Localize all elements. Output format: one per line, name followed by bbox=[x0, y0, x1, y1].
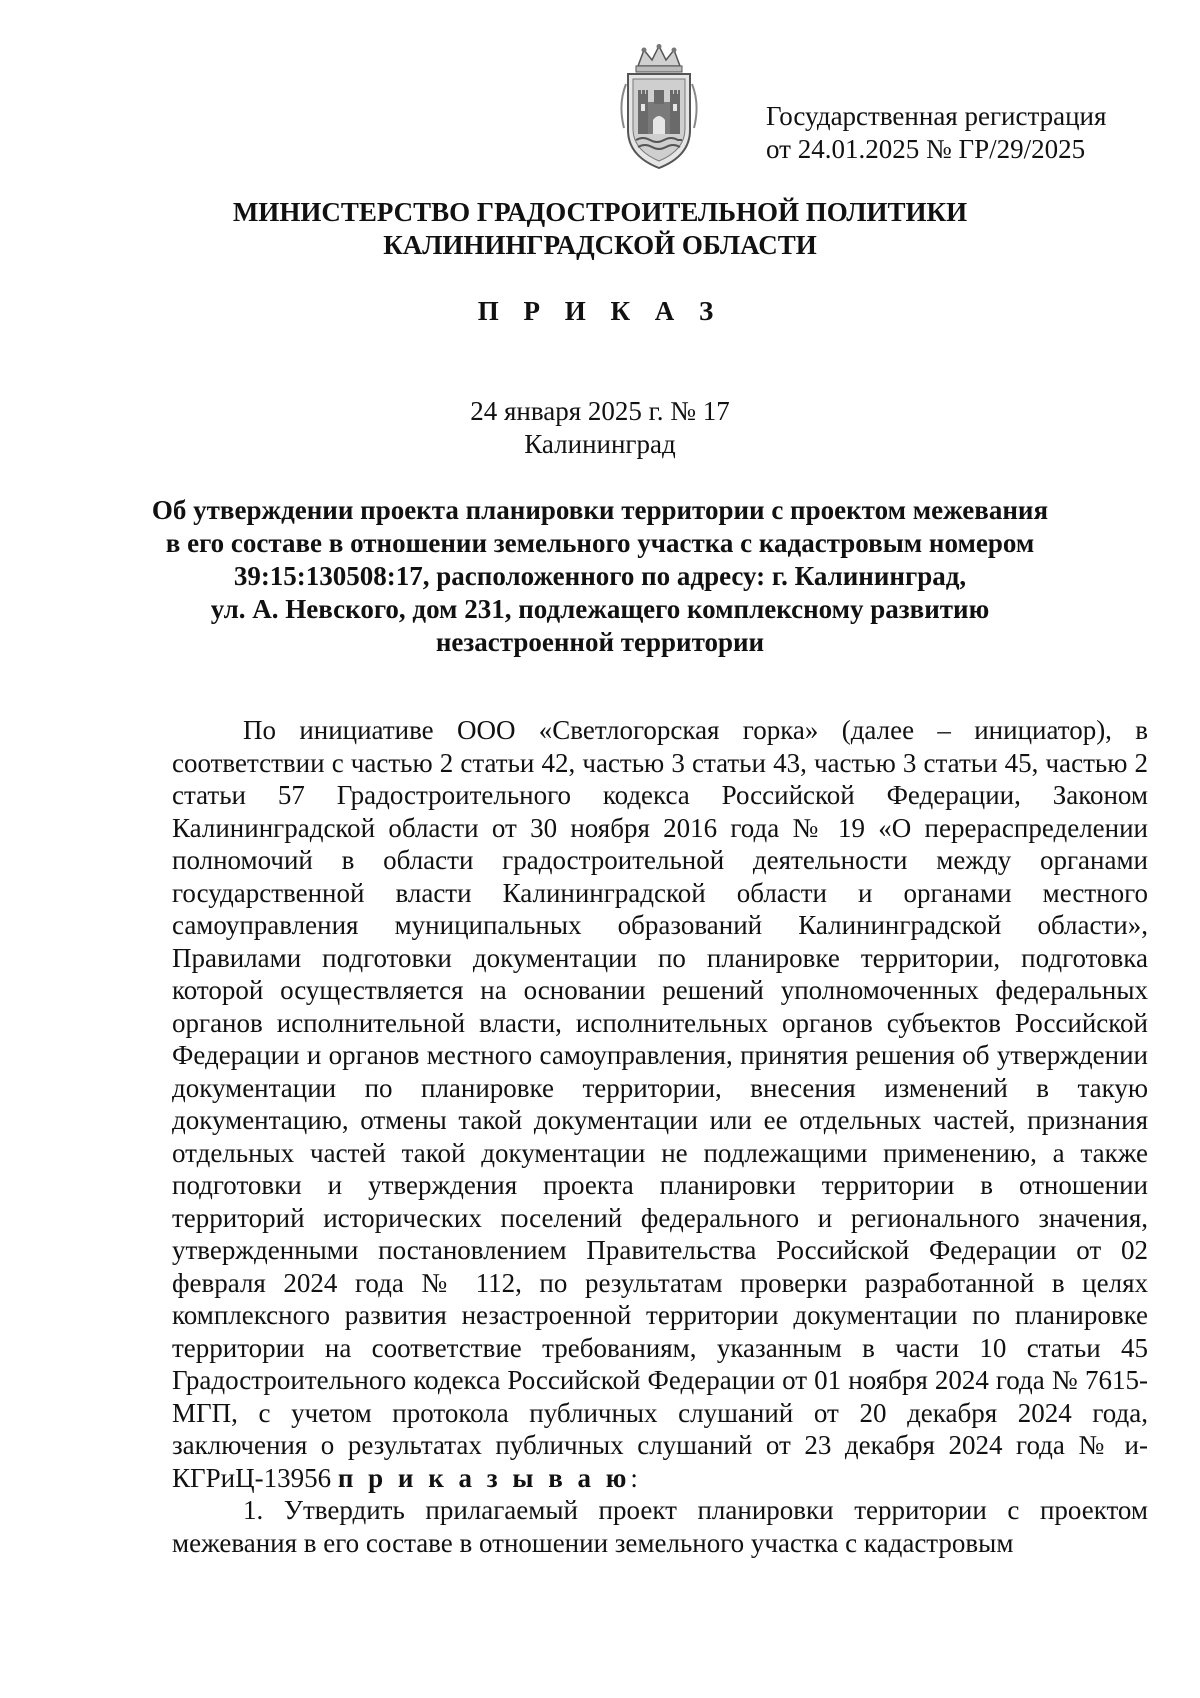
order-date-number: 24 января 2025 г. № 17 bbox=[470, 396, 730, 426]
order-city: Калининград bbox=[524, 429, 676, 459]
registration-label: Государственная регистрация bbox=[766, 101, 1107, 131]
clause-1-paragraph: 1. Утвердить прилагаемый проект планировки территории с проектом межевания в его составе в отношении земельного участка с кадастровым bbox=[172, 1495, 1148, 1558]
preamble-text: По инициативе ООО «Светлогорская горка» (далее – инициатор), в соответствии с частью 2 статьи 42, частью 3 статьи 43, частью 3 статьи 45, частью 2 статьи 57 Градостроительного кодекса Российской Федерации, Законом Калининградской области от 30 ноября 2016 года № 19 «О перераспределении полномочий в области градостроительной деятельности между органами государственной власти Калининградской области и органами местного самоуправления муниципальных образований Калининградской области», Правилами подготовки документации по планировке территории, подготовка которой осуществляется на основании решений уполномоченных федеральных органов исполнительной власти, исполнительных органов субъектов Российской Федерации и органов местного самоуправления, принятия решения об утверждении документации по планировке территории, внесения изменений в такую документацию, отмены такой документации или ее отдельных частей, признания отдельных частей такой документации не подлежащими применению, а также подготовки и утверждения проекта планировки территории в отношении территорий исторических поселений федерального и регионального значения, утвержденными постановлением Правительства Российской Федерации от 02 февраля 2024 года № 112, по результатам проверки разработанной в целях комплексного развития незастроенной территории документации по планировке территории на соответствие требованиям, указанным в части 10 статьи 45 Градостроительного кодекса Российской Федерации от 01 ноября 2024 года № 7615-МГП, с учетом протокола публичных слушаний от 20 декабря 2024 года, заключения о результатах публичных слушаний от 23 декабря 2024 года № и-КГРиЦ-13956 bbox=[172, 715, 1148, 1493]
preamble-paragraph bbox=[172, 714, 1148, 1494]
preamble-colon: : bbox=[630, 1462, 638, 1493]
ministry-line-1: МИНИСТЕРСТВО ГРАДОСТРОИТЕЛЬНОЙ ПОЛИТИКИ bbox=[232, 197, 968, 227]
order-subject bbox=[0, 494, 1200, 659]
subject-line-5: незастроенной территории bbox=[435, 627, 765, 657]
subject-line-1: Об утверждении проекта планировки территории с проектом межевания bbox=[151, 495, 1049, 525]
subject-line-4: ул. А. Невского, дом 231, подлежащего комплексному развитию bbox=[210, 594, 990, 624]
registration-number: от 24.01.2025 № ГР/29/2025 bbox=[766, 134, 1086, 164]
subject-line-2: в его составе в отношении земельного участка с кадастровым номером bbox=[165, 528, 1035, 558]
ministry-heading bbox=[0, 196, 1200, 262]
order-title: П Р И К А З bbox=[477, 296, 723, 326]
ministry-line-2: КАЛИНИНГРАДСКОЙ ОБЛАСТИ bbox=[383, 230, 817, 260]
subject-line-3: 39:15:130508:17, расположенного по адресу: г. Калининград, bbox=[233, 561, 967, 591]
registration-stamp bbox=[766, 100, 1106, 166]
order-body bbox=[172, 714, 1148, 1559]
coat-of-arms-emblem bbox=[616, 44, 702, 172]
order-verb: п р и к а з ы в а ю bbox=[337, 1462, 631, 1493]
date-block bbox=[0, 395, 1200, 461]
